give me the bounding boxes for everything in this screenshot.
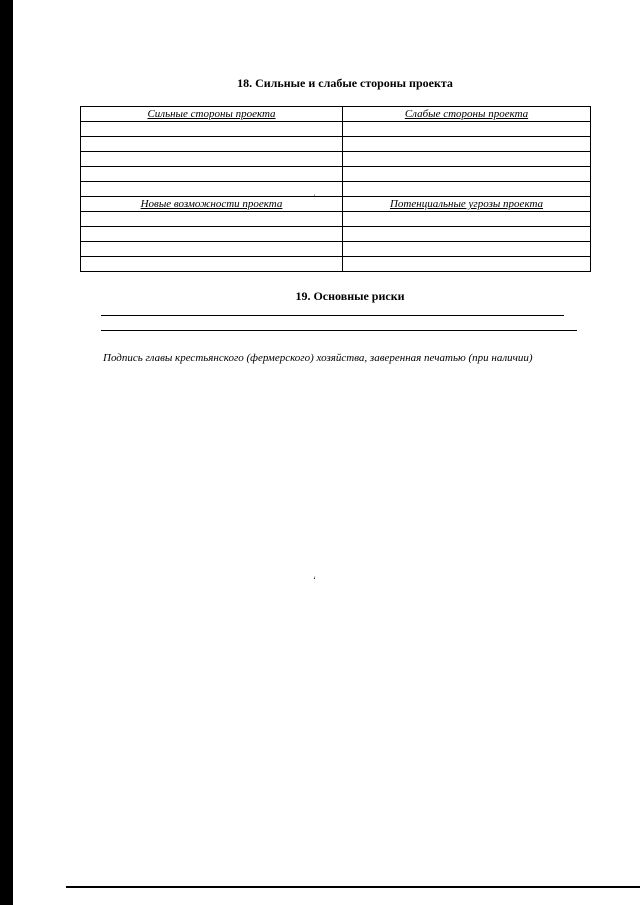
opportunity-cell[interactable] <box>81 257 343 272</box>
strength-cell[interactable] <box>81 137 343 152</box>
strength-cell[interactable] <box>81 167 343 182</box>
section-19-title: 19. Основные риски <box>295 289 405 303</box>
threat-cell[interactable] <box>343 212 591 227</box>
weaknesses-header: Слабые стороны проекта <box>343 107 591 122</box>
table-row <box>81 197 591 212</box>
weakness-cell[interactable] <box>343 137 591 152</box>
risk-entry-line[interactable] <box>101 330 577 331</box>
weakness-cell[interactable] <box>343 122 591 137</box>
weakness-cell[interactable] <box>343 152 591 167</box>
opportunity-cell[interactable] <box>81 212 343 227</box>
opportunity-cell[interactable] <box>81 242 343 257</box>
opportunities-header: Новые возможности проекта <box>81 197 343 212</box>
table-row <box>81 212 591 227</box>
threat-cell[interactable] <box>343 242 591 257</box>
strengths-header: Сильные стороны проекта <box>81 107 343 122</box>
strength-cell[interactable] <box>81 122 343 137</box>
strength-cell[interactable] <box>81 182 343 197</box>
section-18-title: 18. Сильные и слабые стороны проекта <box>237 76 453 90</box>
table-row <box>81 242 591 257</box>
table-row <box>81 257 591 272</box>
scan-speck: ˌ <box>313 186 316 196</box>
scan-bottom-edge <box>66 886 640 888</box>
threat-cell[interactable] <box>343 227 591 242</box>
table-row <box>81 107 591 122</box>
scan-left-edge <box>0 0 13 905</box>
table-row <box>81 182 591 197</box>
strength-cell[interactable] <box>81 152 343 167</box>
scan-speck: ʻ <box>313 575 316 585</box>
swot-table <box>80 106 591 272</box>
weakness-cell[interactable] <box>343 182 591 197</box>
table-row <box>81 122 591 137</box>
risk-entry-line[interactable] <box>101 315 564 316</box>
table-row <box>81 167 591 182</box>
threat-cell[interactable] <box>343 257 591 272</box>
table-row <box>81 227 591 242</box>
threats-header: Потенциальные угрозы проекта <box>343 197 591 212</box>
table-row <box>81 152 591 167</box>
opportunity-cell[interactable] <box>81 227 343 242</box>
signature-note: Подпись главы крестьянского (фермерского) хозяйства, заверенная печатью (при наличии) <box>103 352 533 364</box>
table-row <box>81 137 591 152</box>
weakness-cell[interactable] <box>343 167 591 182</box>
